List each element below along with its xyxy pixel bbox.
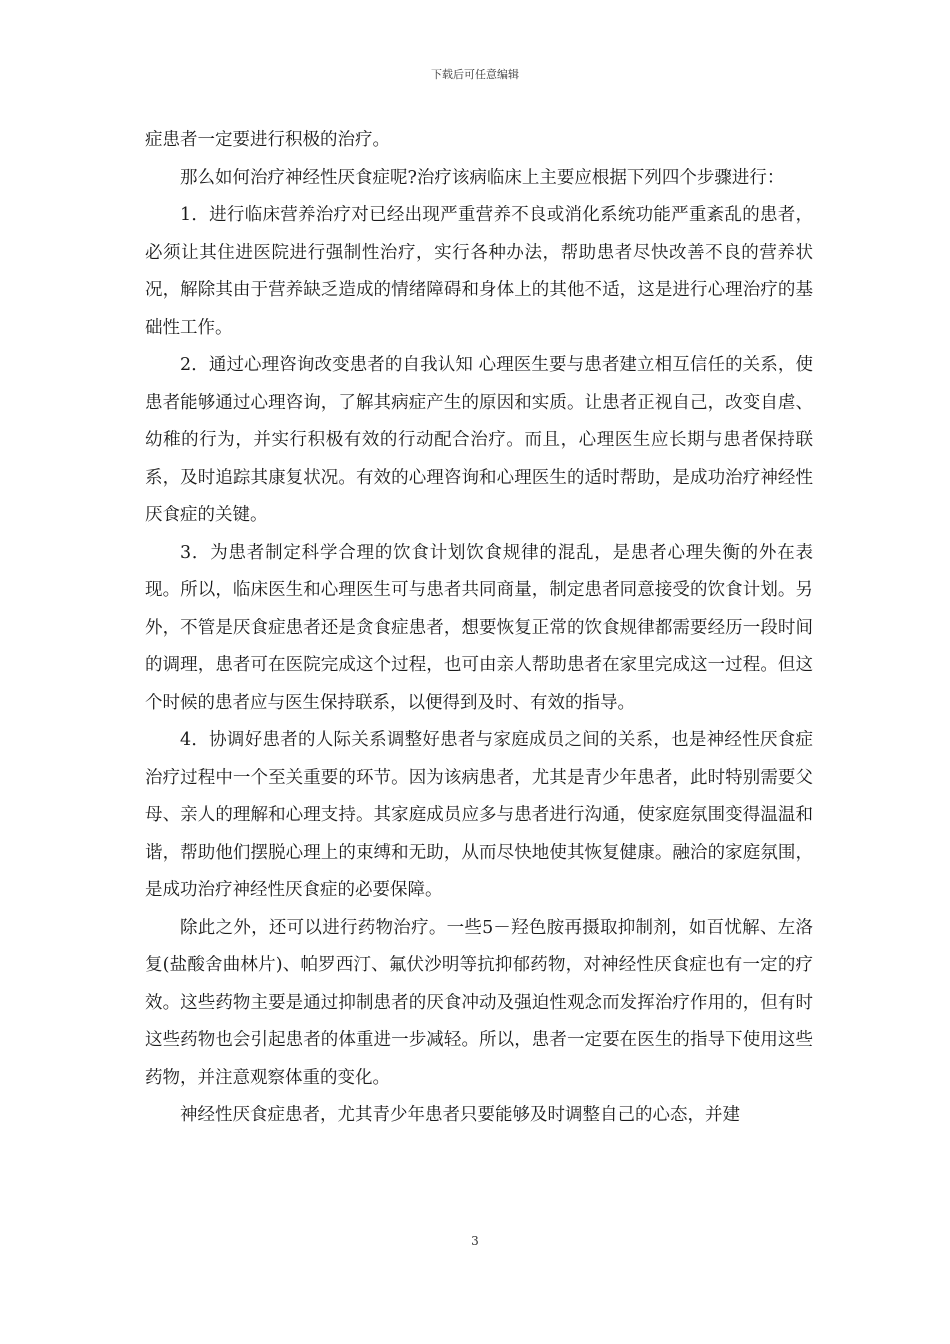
paragraph-conclusion: 神经性厌食症患者，尤其青少年患者只要能够及时调整自己的心态，并建 — [180, 1105, 740, 1125]
page-header: 下载后可任意编辑 — [431, 68, 519, 81]
paragraph-drug-therapy: 除此之外，还可以进行药物治疗。一些5－羟色胺再摄取抑制剂，如百忧解、左洛复(盐酸舍曲林片)、帕罗西汀、氟伏沙明等抗抑郁药物，对神经性厌食症也有一定的疗效。这些药物主要是通过抑制患者的厌食冲动及强迫性观念而发挥治疗作用的，但有时这些药物也会引起患者的体重进一步减轻。所以，患者一定要在医生的指导下使用这些药物，并注意观察体重的变化。 — [145, 917, 813, 1088]
paragraph-step-2: 2．通过心理咨询改变患者的自我认知 心理医生要与患者建立相互信任的关系，使患者能够通过心理咨询，了解其病症产生的原因和实质。让患者正视自己，改变自虐、幼稚的行为，并实行积极有效的行动配合治疗。而且，心理医生应长期与患者保持联系，及时追踪其康复状况。有效的心理咨询和心理医生的适时帮助，是成功治疗神经性厌食症的关键。 — [145, 355, 813, 525]
paragraph-continuation: 症患者一定要进行积极的治疗。 — [145, 130, 390, 150]
paragraph-step-1: 1．进行临床营养治疗对已经出现严重营养不良或消化系统功能严重紊乱的患者，必须让其住进医院进行强制性治疗，实行各种办法，帮助患者尽快改善不良的营养状况，解除其由于营养缺乏造成的情绪障碍和身体上的其他不适，这是进行心理治疗的基础性工作。 — [145, 205, 813, 338]
document-body — [145, 122, 813, 1135]
paragraph-step-4: 4．协调好患者的人际关系调整好患者与家庭成员之间的关系，也是神经性厌食症治疗过程中一个至关重要的环节。因为该病患者，尤其是青少年患者，此时特别需要父母、亲人的理解和心理支持。其家庭成员应多与患者进行沟通，使家庭氛围变得温温和谐，帮助他们摆脱心理上的束缚和无助，从而尽快地使其恢复健康。融洽的家庭氛围，是成功治疗神经性厌食症的必要保障。 — [145, 730, 813, 900]
page-number: 3 — [471, 1234, 479, 1248]
paragraph-step-3: 3．为患者制定科学合理的饮食计划饮食规律的混乱，是患者心理失衡的外在表现。所以，临床医生和心理医生可与患者共同商量，制定患者同意接受的饮食计划。另外，不管是厌食症患者还是贪食症患者，想要恢复正常的饮食规律都需要经历一段时间的调理，患者可在医院完成这个过程，也可由亲人帮助患者在家里完成这一过程。但这个时候的患者应与医生保持联系，以便得到及时、有效的指导。 — [145, 542, 813, 713]
paragraph-intro: 那么如何治疗神经性厌食症呢?治疗该病临床上主要应根据下列四个步骤进行： — [180, 167, 785, 188]
